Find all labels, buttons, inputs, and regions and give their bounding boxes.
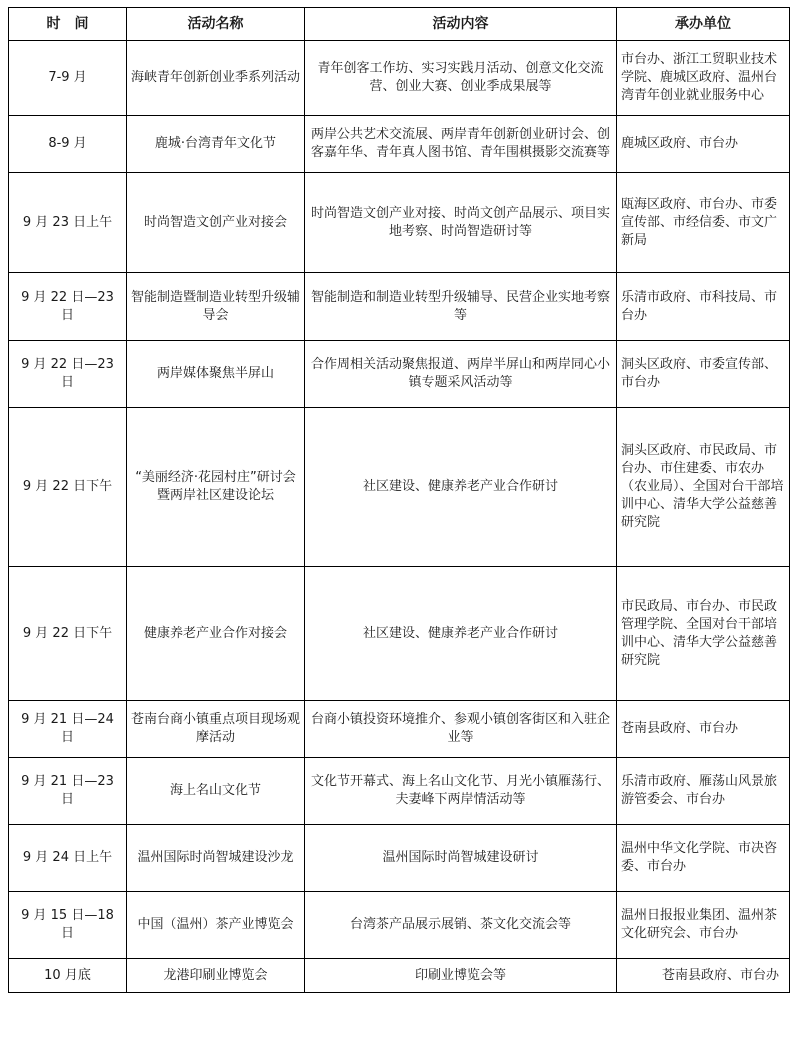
header-time: 时 间 <box>9 8 127 41</box>
cell-organizer: 温州中华文化学院、市决咨委、市台办 <box>617 825 790 892</box>
header-organizer: 承办单位 <box>617 8 790 41</box>
cell-time: 9 月 22 日—23 日 <box>9 273 127 341</box>
cell-activity-name: 鹿城·台湾青年文化节 <box>127 116 305 173</box>
schedule-table <box>8 7 790 993</box>
table-row <box>9 892 790 959</box>
cell-time: 8-9 月 <box>9 116 127 173</box>
cell-organizer: 乐清市政府、市科技局、市台办 <box>617 273 790 341</box>
cell-time: 9 月 21 日—24 日 <box>9 701 127 758</box>
cell-organizer: 洞头区政府、市民政局、市台办、市住建委、市农办（农业局）、全国对台干部培训中心、清华大学公益慈善研究院 <box>617 408 790 567</box>
cell-activity-content: 文化节开幕式、海上名山文化节、月光小镇雁荡行、夫妻峰下两岸情活动等 <box>305 758 617 825</box>
cell-activity-name: 健康养老产业合作对接会 <box>127 567 305 701</box>
cell-activity-name: 龙港印刷业博览会 <box>127 959 305 993</box>
cell-activity-name: 温州国际时尚智城建设沙龙 <box>127 825 305 892</box>
table-row <box>9 273 790 341</box>
cell-time: 9 月 22 日—23 日 <box>9 341 127 408</box>
table-row <box>9 408 790 567</box>
cell-activity-content: 社区建设、健康养老产业合作研讨 <box>305 567 617 701</box>
cell-time: 9 月 22 日下午 <box>9 408 127 567</box>
cell-activity-content: 青年创客工作坊、实习实践月活动、创意文化交流营、创业大赛、创业季成果展等 <box>305 41 617 116</box>
cell-activity-content: 台商小镇投资环境推介、参观小镇创客街区和入驻企业等 <box>305 701 617 758</box>
cell-activity-name: 苍南台商小镇重点项目现场观摩活动 <box>127 701 305 758</box>
header-activity-name: 活动名称 <box>127 8 305 41</box>
table-header-row <box>9 8 790 41</box>
cell-organizer: 瓯海区政府、市台办、市委宣传部、市经信委、市文广新局 <box>617 173 790 273</box>
cell-organizer: 苍南县政府、市台办 <box>617 701 790 758</box>
cell-activity-content: 合作周相关活动聚焦报道、两岸半屏山和两岸同心小镇专题采风活动等 <box>305 341 617 408</box>
cell-organizer: 洞头区政府、市委宣传部、市台办 <box>617 341 790 408</box>
cell-activity-name: 智能制造暨制造业转型升级辅导会 <box>127 273 305 341</box>
cell-time: 7-9 月 <box>9 41 127 116</box>
cell-organizer: 温州日报报业集团、温州茶文化研究会、市台办 <box>617 892 790 959</box>
cell-organizer: 市民政局、市台办、市民政管理学院、全国对台干部培训中心、清华大学公益慈善研究院 <box>617 567 790 701</box>
cell-activity-name: 两岸媒体聚焦半屏山 <box>127 341 305 408</box>
table-row <box>9 116 790 173</box>
cell-time: 10 月底 <box>9 959 127 993</box>
table-row <box>9 959 790 993</box>
table-row <box>9 341 790 408</box>
cell-time: 9 月 24 日上午 <box>9 825 127 892</box>
table-row <box>9 825 790 892</box>
cell-organizer: 鹿城区政府、市台办 <box>617 116 790 173</box>
cell-activity-content: 台湾茶产品展示展销、茶文化交流会等 <box>305 892 617 959</box>
cell-activity-name: 海上名山文化节 <box>127 758 305 825</box>
table-row <box>9 758 790 825</box>
cell-activity-content: 时尚智造文创产业对接、时尚文创产品展示、项目实地考察、时尚智造研讨等 <box>305 173 617 273</box>
cell-activity-content: 印刷业博览会等 <box>305 959 617 993</box>
cell-activity-content: 两岸公共艺术交流展、两岸青年创新创业研讨会、创客嘉年华、青年真人图书馆、青年围棋摄影交流赛等 <box>305 116 617 173</box>
cell-time: 9 月 22 日下午 <box>9 567 127 701</box>
table-row <box>9 567 790 701</box>
cell-time: 9 月 15 日—18 日 <box>9 892 127 959</box>
cell-activity-content: 社区建设、健康养老产业合作研讨 <box>305 408 617 567</box>
cell-time: 9 月 23 日上午 <box>9 173 127 273</box>
cell-organizer: 乐清市政府、雁荡山风景旅游管委会、市台办 <box>617 758 790 825</box>
cell-time: 9 月 21 日—23 日 <box>9 758 127 825</box>
cell-activity-name: 中国（温州）茶产业博览会 <box>127 892 305 959</box>
table-row <box>9 41 790 116</box>
table-row <box>9 173 790 273</box>
cell-activity-name: “美丽经济·花园村庄”研讨会暨两岸社区建设论坛 <box>127 408 305 567</box>
cell-activity-name: 海峡青年创新创业季系列活动 <box>127 41 305 116</box>
header-activity-content: 活动内容 <box>305 8 617 41</box>
cell-activity-content: 智能制造和制造业转型升级辅导、民营企业实地考察等 <box>305 273 617 341</box>
cell-activity-content: 温州国际时尚智城建设研讨 <box>305 825 617 892</box>
table-row <box>9 701 790 758</box>
cell-activity-name: 时尚智造文创产业对接会 <box>127 173 305 273</box>
cell-organizer: 市台办、浙江工贸职业技术学院、鹿城区政府、温州台湾青年创业就业服务中心 <box>617 41 790 116</box>
cell-organizer: 苍南县政府、市台办 <box>617 959 790 993</box>
